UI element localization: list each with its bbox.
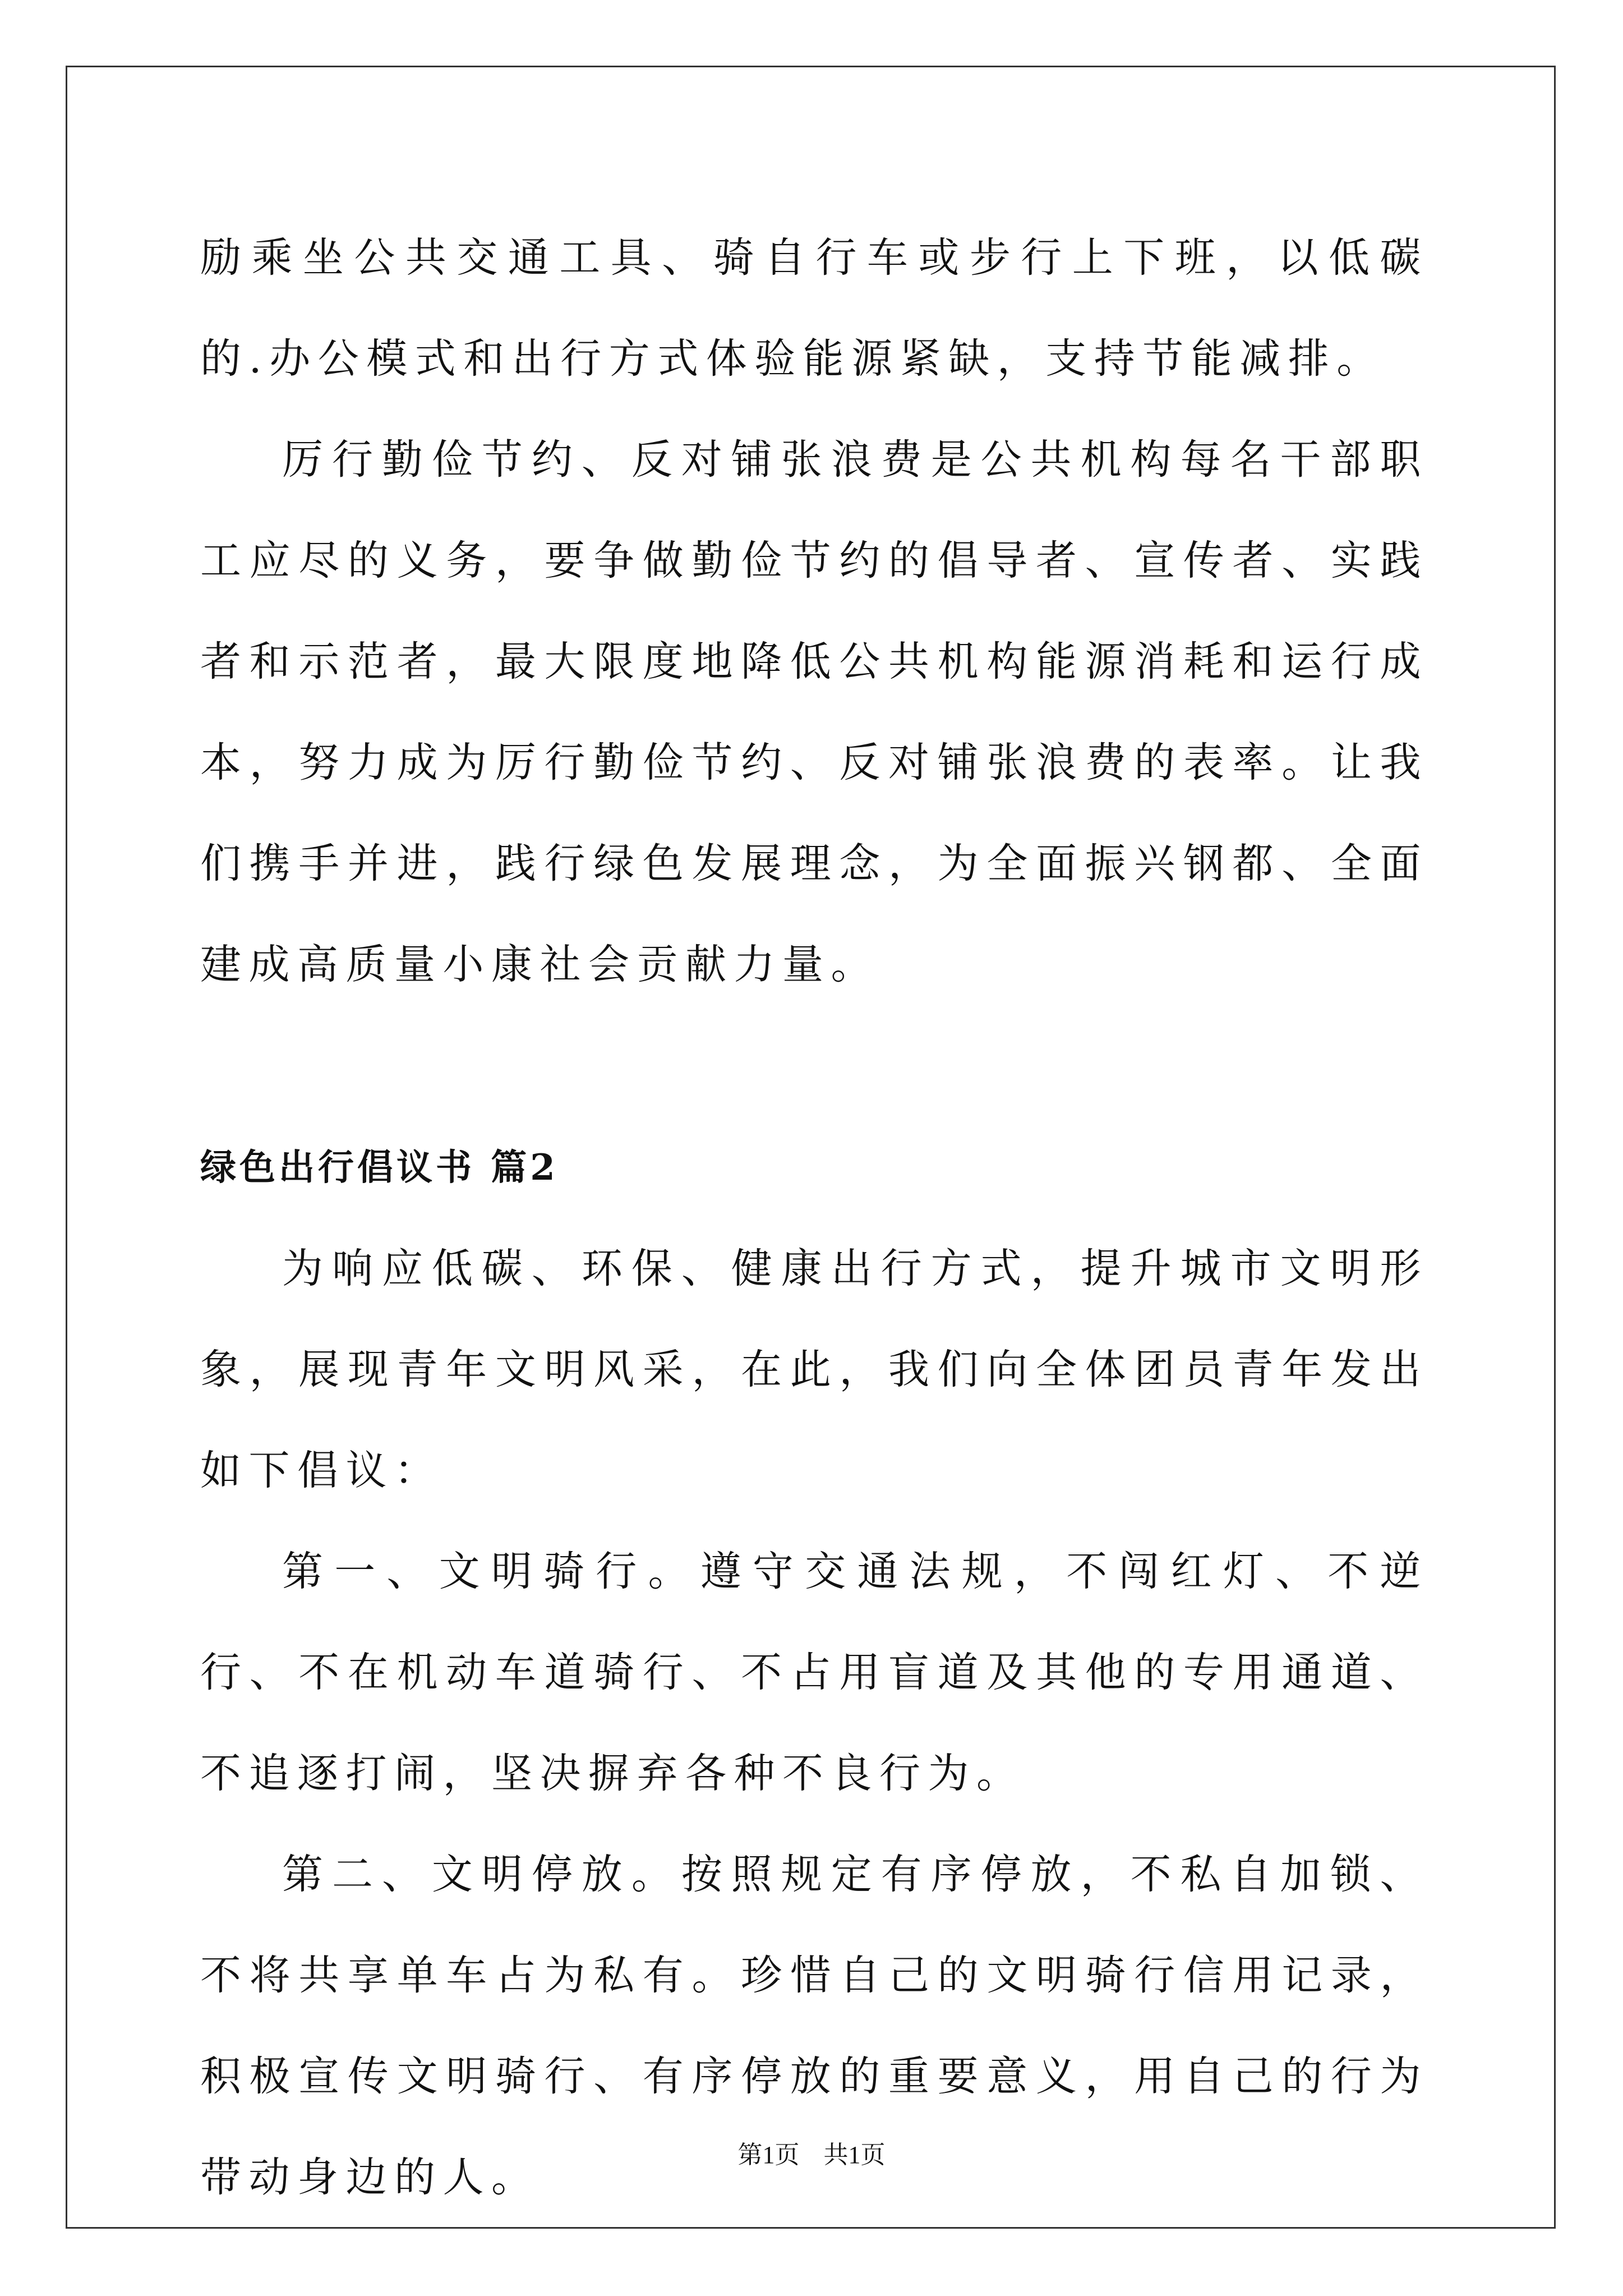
paragraph-3: 为响应低碳、环保、健康出行方式，提升城市文明形象，展现青年文明风采，在此，我们向全体团员青年发出如下倡议：: [200, 1245, 1428, 1494]
page-footer: [0, 2138, 1623, 2172]
document-body: [200, 208, 1428, 2228]
paragraph-5: 第二、文明停放。按照规定有序停放，不私自加锁、不将共享单车占为私有。珍惜自己的文明骑行信用记录，积极宣传文明骑行、有序停放的重要意义，用自己的行为带动身边的人。: [200, 1851, 1428, 2201]
section-title: 绿色出行倡议书 篇2: [200, 1147, 559, 1189]
paragraph-1: 励乘坐公共交通工具、骑自行车或步行上下班，以低碳的.办公模式和出行方式体验能源紧缺，支持节能减排。: [200, 234, 1428, 383]
page-total: 共1页: [823, 2141, 886, 2169]
paragraph-4: 第一、文明骑行。遵守交通法规，不闯红灯、不逆行、不在机动车道骑行、不占用盲道及其他的专用通道、不追逐打闹，坚决摒弃各种不良行为。: [200, 1548, 1428, 1797]
paragraph-2: 厉行勤俭节约、反对铺张浪费是公共机构每名干部职工应尽的义务，要争做勤俭节约的倡导者、宣传者、实践者和示范者，最大限度地降低公共机构能源消耗和运行成本，努力成为厉行勤俭节约、反对铺张浪费的表率。让我们携手并进，践行绿色发展理念，为全面振兴钢都、全面建成高质量小康社会贡献力量。: [200, 436, 1428, 988]
page-number: 第1页: [737, 2141, 800, 2169]
